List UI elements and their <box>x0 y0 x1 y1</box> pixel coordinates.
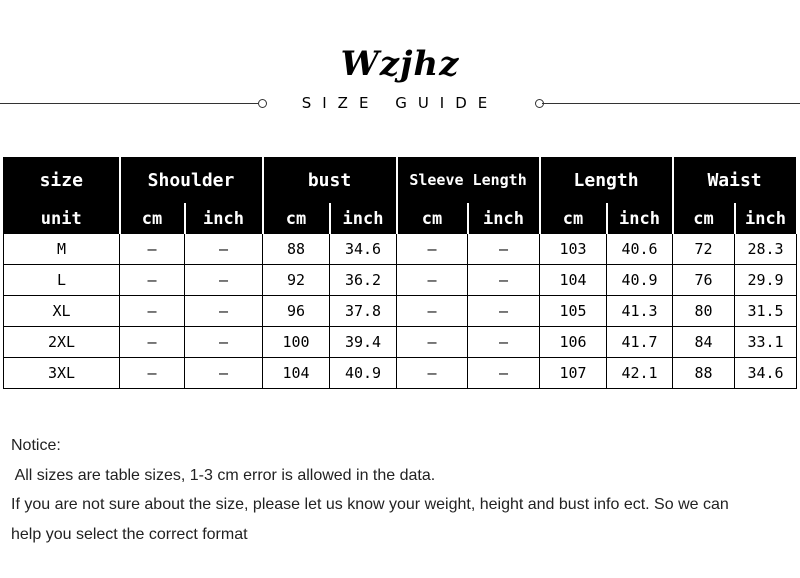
table-cell: — <box>397 296 468 327</box>
table-row <box>4 265 797 296</box>
unit-cell: cm <box>397 204 468 234</box>
table-row <box>4 234 797 265</box>
size-guide-title: SIZE GUIDE <box>301 94 499 112</box>
table-cell: — <box>185 327 263 358</box>
table-cell: — <box>468 327 540 358</box>
table-cell: 103 <box>540 234 607 265</box>
notice-line: All sizes are table sizes, 1-3 cm error is allowed in the data. <box>11 466 436 484</box>
table-cell: — <box>120 327 185 358</box>
table-cell: — <box>120 234 185 265</box>
size-cell: 2XL <box>4 327 120 358</box>
table-cell: — <box>397 234 468 265</box>
table-cell: 104 <box>540 265 607 296</box>
table-cell: 92 <box>263 265 330 296</box>
table-row <box>4 296 797 327</box>
size-cell: 3XL <box>4 358 120 389</box>
table-cell: — <box>397 265 468 296</box>
notice-block <box>11 431 791 549</box>
header-shoulder: Shoulder <box>120 158 263 204</box>
table-cell: — <box>185 234 263 265</box>
unit-label: unit <box>4 204 120 234</box>
notice-line: If you are not sure about the size, please let us know your weight, height and bust info ect. So we can <box>11 496 729 513</box>
table-cell: 100 <box>263 327 330 358</box>
table-cell: 40.6 <box>607 234 673 265</box>
unit-cell: inch <box>735 204 797 234</box>
size-cell: XL <box>4 296 120 327</box>
unit-cell: cm <box>673 204 735 234</box>
unit-cell: inch <box>185 204 263 234</box>
divider-dot-left <box>258 99 267 108</box>
header-sleeve-length: Sleeve Length <box>397 158 540 204</box>
table-cell: — <box>120 296 185 327</box>
table-cell: 29.9 <box>735 265 797 296</box>
header-row <box>4 158 797 204</box>
notice-title: Notice: <box>11 437 61 454</box>
table-cell: 33.1 <box>735 327 797 358</box>
table-cell: 104 <box>263 358 330 389</box>
table-cell: 34.6 <box>330 234 397 265</box>
table-cell: — <box>185 265 263 296</box>
table-cell: — <box>120 358 185 389</box>
table-cell: — <box>120 265 185 296</box>
table-cell: 88 <box>263 234 330 265</box>
table-cell: — <box>468 234 540 265</box>
size-guide-heading <box>0 92 800 116</box>
table-cell: — <box>468 296 540 327</box>
header-length: Length <box>540 158 673 204</box>
table-cell: 88 <box>673 358 735 389</box>
table-cell: 107 <box>540 358 607 389</box>
header-waist: Waist <box>673 158 797 204</box>
table-cell: — <box>185 296 263 327</box>
size-table <box>3 157 798 389</box>
table-cell: 31.5 <box>735 296 797 327</box>
table-cell: — <box>397 358 468 389</box>
table-cell: 36.2 <box>330 265 397 296</box>
unit-cell: cm <box>263 204 330 234</box>
notice-line: help you select the correct format <box>11 525 248 543</box>
table-cell: 76 <box>673 265 735 296</box>
table-row <box>4 327 797 358</box>
table-cell: 84 <box>673 327 735 358</box>
size-cell: L <box>4 265 120 296</box>
table-cell: 105 <box>540 296 607 327</box>
divider-right <box>542 103 800 104</box>
table-cell: — <box>468 265 540 296</box>
unit-cell: cm <box>540 204 607 234</box>
table-cell: 42.1 <box>607 358 673 389</box>
table-cell: — <box>468 358 540 389</box>
table-cell: 80 <box>673 296 735 327</box>
size-cell: M <box>4 234 120 265</box>
table-cell: 96 <box>263 296 330 327</box>
table-cell: — <box>185 358 263 389</box>
unit-cell: inch <box>607 204 673 234</box>
table-cell: 28.3 <box>735 234 797 265</box>
unit-cell: inch <box>330 204 397 234</box>
unit-row <box>4 204 797 234</box>
table-cell: 106 <box>540 327 607 358</box>
table-cell: 37.8 <box>330 296 397 327</box>
unit-cell: inch <box>468 204 540 234</box>
brand-logo: Wzjhz <box>340 44 460 84</box>
table-cell: 72 <box>673 234 735 265</box>
table-cell: 41.7 <box>607 327 673 358</box>
table-cell: 34.6 <box>735 358 797 389</box>
table-cell: — <box>397 327 468 358</box>
table-row <box>4 358 797 389</box>
header-bust: bust <box>263 158 397 204</box>
table-cell: 40.9 <box>607 265 673 296</box>
table-cell: 39.4 <box>330 327 397 358</box>
table-cell: 41.3 <box>607 296 673 327</box>
unit-cell: cm <box>120 204 185 234</box>
header-size: size <box>4 158 120 204</box>
divider-left <box>0 103 258 104</box>
table-cell: 40.9 <box>330 358 397 389</box>
